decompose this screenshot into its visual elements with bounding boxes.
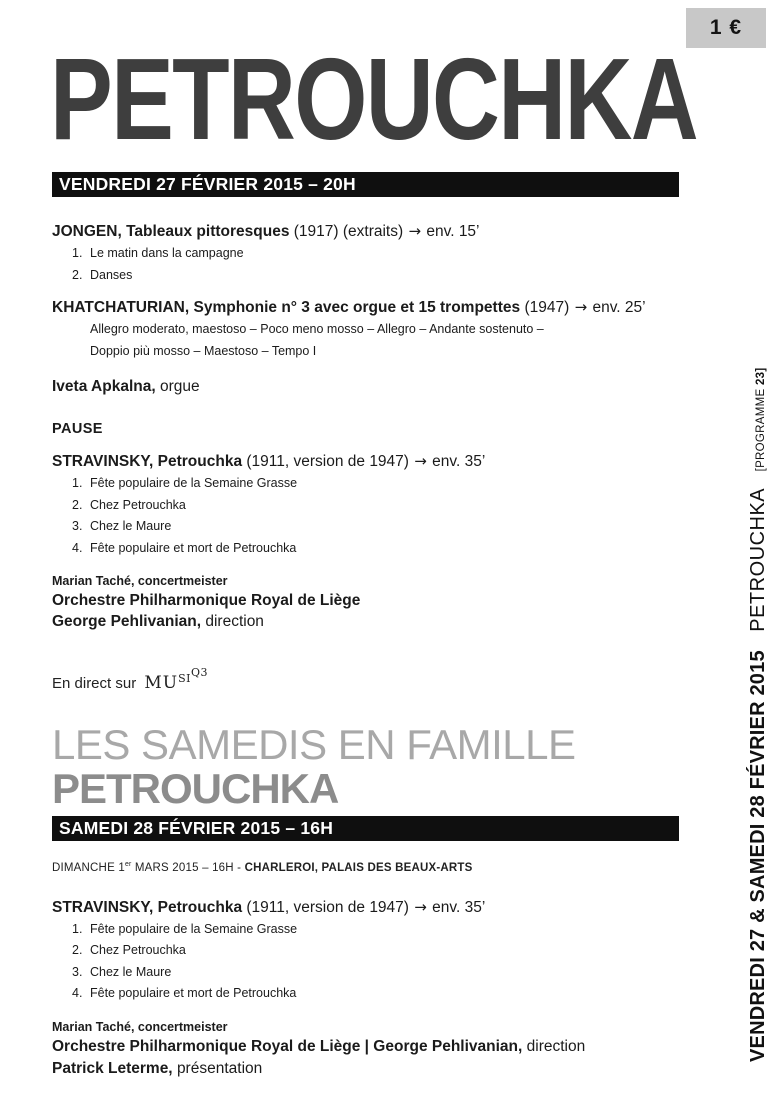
pause-label: PAUSE xyxy=(52,421,103,437)
concert1-date-text: VENDREDI 27 FÉVRIER 2015 – 20H xyxy=(59,174,356,194)
series-title: LES SAMEDIS EN FAMILLE xyxy=(52,721,576,768)
concert2-date-text: SAMEDI 28 FÉVRIER 2015 – 16H xyxy=(59,818,334,838)
work-duration: env. 35’ xyxy=(432,453,486,470)
movement-title: Fête populaire de la Semaine Grasse xyxy=(90,921,298,936)
price-tag xyxy=(686,8,766,48)
movement-item xyxy=(52,265,700,287)
presenter-role: présentation xyxy=(176,1059,263,1077)
movement-title: Danses xyxy=(90,267,133,282)
composer-work-name: JONGEN, Tableaux pittoresques xyxy=(52,223,290,240)
orchestra-conductor-line xyxy=(52,1036,700,1058)
movement-item xyxy=(52,243,700,265)
movement-number: 3. xyxy=(72,964,83,979)
soloist-role: orgue xyxy=(159,378,200,395)
musiq3-logo xyxy=(144,666,209,693)
orchestra-name: Orchestre Philharmonique Royal de Liège xyxy=(52,592,361,609)
side-caption-programme xyxy=(755,367,767,471)
work-detail: (1911, version de 1947) xyxy=(246,898,409,916)
orchestra-conductor-name: Orchestre Philharmonique Royal de Liège | George Pehlivanian, xyxy=(52,1037,523,1055)
extra-date-ordinal: er xyxy=(124,861,132,868)
side-caption-title: PETROUCHKA xyxy=(747,487,769,632)
price-value: 1 € xyxy=(709,16,743,39)
movement-item xyxy=(52,940,700,962)
extra-date-day: DIMANCHE 1 xyxy=(52,861,125,874)
movement-number: 4. xyxy=(72,540,83,555)
broadcast-prefix: En direct sur xyxy=(52,675,137,692)
series-subtitle: PETROUCHKA xyxy=(52,765,339,812)
work-duration: env. 15’ xyxy=(426,223,480,240)
programme-number: 23 xyxy=(755,371,767,386)
presenter-line xyxy=(52,1058,700,1080)
movement-item xyxy=(52,516,700,538)
programme-label: [PROGRAMME xyxy=(755,388,767,472)
musiq3-logo-si: SI xyxy=(178,672,191,685)
conductor-line xyxy=(52,611,700,633)
musiq3-logo-q3: Q3 xyxy=(191,666,209,679)
movement-title: Fête populaire de la Semaine Grasse xyxy=(90,476,298,490)
presenter-name: Patrick Leterme, xyxy=(52,1059,173,1077)
concert1-date-banner xyxy=(52,172,679,197)
conductor-role: direction xyxy=(205,613,264,630)
movement-title: Chez le Maure xyxy=(90,964,172,979)
movement-item xyxy=(52,473,700,495)
concertmeister-line-2: Marian Taché, concertmeister xyxy=(52,1019,228,1034)
programme-bracket: ] xyxy=(755,367,767,372)
movement-item xyxy=(52,919,700,941)
conductor-name: George Pehlivanian, xyxy=(52,613,202,630)
movement-title: Fête populaire et mort de Petrouchka xyxy=(90,986,297,1001)
work-duration: env. 25’ xyxy=(592,299,646,316)
composer-work-name: KHATCHATURIAN, Symphonie n° 3 avec orgue et 15 trompettes xyxy=(52,299,521,316)
work-detail: (1911, version de 1947) xyxy=(246,453,409,470)
conductor-role: direction xyxy=(526,1037,586,1055)
work-detail: (1947) xyxy=(524,299,570,316)
broadcast-line xyxy=(52,661,700,696)
movement-item xyxy=(52,962,700,984)
movement-number: 2. xyxy=(72,497,83,512)
concertmeister-line: Marian Taché, concertmeister xyxy=(52,574,228,588)
work-title-stravinsky-2 xyxy=(52,896,700,919)
side-caption-dates: VENDREDI 27 & SAMEDI 28 FÉVRIER 2015 xyxy=(747,650,769,1062)
soloist-name: Iveta Apkalna, xyxy=(52,378,156,395)
movement-item xyxy=(52,538,700,560)
extra-date-venue: CHARLEROI, PALAIS DES BEAUX-ARTS xyxy=(244,861,473,874)
musiq3-logo-mu: MU xyxy=(144,673,179,693)
composer-work-name: STRAVINSKY, Petrouchka xyxy=(52,453,243,470)
movement-number: 1. xyxy=(72,476,83,490)
movement-number: 3. xyxy=(72,519,83,533)
work-title-stravinsky xyxy=(52,450,700,473)
movement-item xyxy=(52,495,700,517)
work-duration: env. 35’ xyxy=(432,898,486,916)
right-arrow-icon: → xyxy=(408,222,422,240)
movement-title: Chez Petrouchka xyxy=(90,943,186,958)
movement-number: 2. xyxy=(72,943,83,958)
movement-title: Fête populaire et mort de Petrouchka xyxy=(90,540,297,555)
page-title: PETROUCHKA xyxy=(50,33,697,164)
movement-line: Doppio più mosso – Maestoso – Tempo I xyxy=(90,343,317,358)
program-body xyxy=(52,220,700,1080)
right-arrow-icon: → xyxy=(574,298,588,316)
movement-number: 1. xyxy=(72,246,83,260)
work-title-jongen xyxy=(52,220,700,243)
side-caption xyxy=(746,367,773,1062)
concert2-date-banner xyxy=(52,816,679,841)
composer-work-name: STRAVINSKY, Petrouchka xyxy=(52,898,243,916)
extra-date-line xyxy=(52,857,700,876)
movement-number: 1. xyxy=(72,921,83,936)
movement-title: Chez Petrouchka xyxy=(90,497,186,512)
movement-line: Allegro moderato, maestoso – Poco meno mosso – Allegro – Andante sostenuto – xyxy=(90,322,544,336)
movement-item xyxy=(52,983,700,1005)
work-detail: (1917) (extraits) xyxy=(293,223,404,240)
extra-date-rest: MARS 2015 – 16H - xyxy=(134,861,242,874)
right-arrow-icon: → xyxy=(414,897,427,916)
work-title-khatchaturian xyxy=(52,296,700,319)
movement-title: Chez le Maure xyxy=(90,519,172,533)
soloist-line xyxy=(52,376,700,398)
right-arrow-icon: → xyxy=(414,452,427,470)
movement-number: 2. xyxy=(72,267,83,282)
movement-title: Le matin dans la campagne xyxy=(90,246,244,260)
movement-number: 4. xyxy=(72,986,83,1001)
